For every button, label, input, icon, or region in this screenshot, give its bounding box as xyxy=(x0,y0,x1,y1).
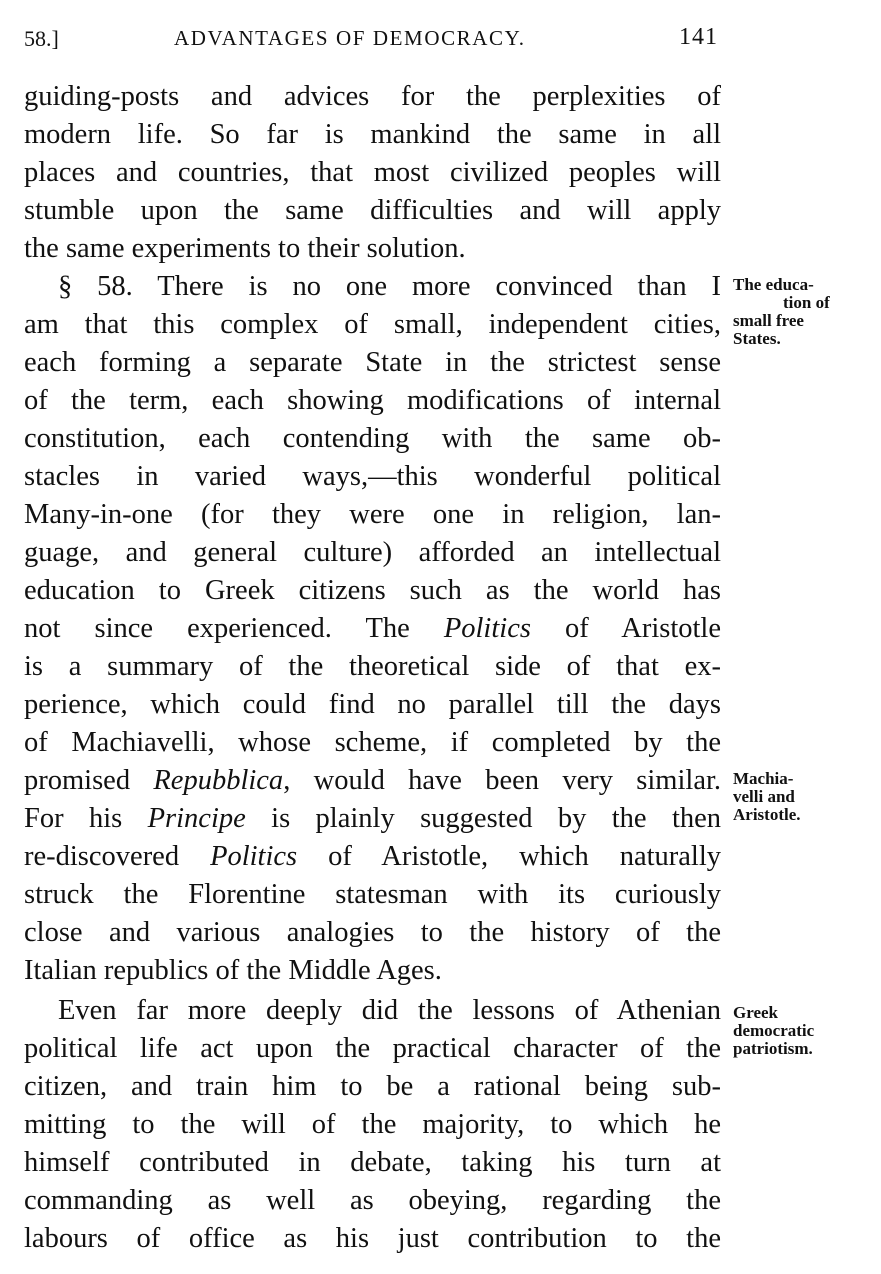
text-line xyxy=(24,610,721,648)
text-run: For his xyxy=(24,803,123,834)
italic-title: Politics xyxy=(210,841,298,872)
text-line: education to Greek citizens such as the world has xyxy=(24,575,721,606)
text-run: Repubblica xyxy=(153,765,284,796)
text-run: promised xyxy=(24,765,131,796)
text-run: of Aristotle, which naturally xyxy=(328,841,721,872)
margin-note xyxy=(733,276,873,348)
text-line: Even far more deeply did the lessons of Athenian xyxy=(58,995,721,1026)
text-line: is a summary of the theoretical side of that ex- xyxy=(24,651,721,682)
text-line: stacles in varied ways,—this wonderful political xyxy=(24,461,721,492)
margin-note-line: Greek xyxy=(733,1003,779,1022)
text-line: Italian republics of the Middle Ages. xyxy=(24,955,442,986)
running-header xyxy=(24,22,718,56)
italic-title: Politics xyxy=(443,613,531,644)
margin-note-line: The educa- xyxy=(733,275,814,294)
text-line: political life act upon the practical character of the xyxy=(24,1033,721,1064)
italic-title: Principe xyxy=(147,803,246,834)
text-line xyxy=(24,762,721,800)
text-run: The xyxy=(365,613,410,644)
margin-note xyxy=(733,770,873,824)
margin-note-line: democratic xyxy=(733,1021,815,1040)
margin-note-line: Aristotle. xyxy=(733,805,801,824)
margin-note-line: small free xyxy=(733,311,804,330)
text-line: § 58. There is no one more convinced than I xyxy=(58,271,721,302)
margin-note-line: patriotism. xyxy=(733,1039,813,1058)
margin-note-line: Machia- xyxy=(733,769,794,788)
running-title: ADVANTAGES OF DEMOCRACY. xyxy=(174,26,526,50)
text-line: Many-in-one (for they were one in religion, lan- xyxy=(24,499,721,530)
text-line: the same experiments to their solution. xyxy=(24,233,466,264)
text-line: guage, and general culture) afforded an intellectual xyxy=(24,537,721,568)
text-run: is plainly suggested by the then xyxy=(271,803,722,834)
margin-note xyxy=(733,1004,873,1058)
text-line: of Machiavelli, whose scheme, if completed by the xyxy=(24,727,721,758)
section-number: 58.] xyxy=(24,26,59,51)
margin-note-line: velli and xyxy=(733,787,795,806)
margin-note-line: tion of xyxy=(783,293,830,312)
text-line: struck the Florentine statesman with its curiously xyxy=(24,879,721,910)
text-line: modern life. So far is mankind the same in all xyxy=(24,119,721,150)
text-line: mitting to the will of the majority, to which he xyxy=(24,1109,721,1140)
text-line: labours of office as his just contribution to the xyxy=(24,1223,721,1254)
text-line: commanding as well as obeying, regarding the xyxy=(24,1185,721,1216)
text-line xyxy=(24,800,721,838)
text-run: not since experienced. xyxy=(24,613,332,644)
text-line: citizen, and train him to be a rational being sub- xyxy=(24,1071,721,1102)
text-line: constitution, each contending with the same ob- xyxy=(24,423,721,454)
text-line: each forming a separate State in the strictest sense xyxy=(24,347,721,378)
text-line: places and countries, that most civilized peoples will xyxy=(24,157,721,188)
text-run: re-discovered xyxy=(24,841,180,872)
margin-note-line: States. xyxy=(733,329,781,348)
text-line: of the term, each showing modifications of internal xyxy=(24,385,721,416)
text-line: guiding-posts and advices for the perplexities of xyxy=(24,81,721,112)
text-line: perience, which could find no parallel till the days xyxy=(24,689,721,720)
text-line: am that this complex of small, independent cities, xyxy=(24,309,721,340)
italic-title xyxy=(153,765,283,796)
text-run: of Aristotle xyxy=(565,613,721,644)
page-number: 141 xyxy=(679,24,718,50)
text-line: stumble upon the same difficulties and will apply xyxy=(24,195,721,226)
text-run: , would have been very similar. xyxy=(283,765,722,796)
text-line xyxy=(24,838,721,876)
text-line: himself contributed in debate, taking his turn at xyxy=(24,1147,721,1178)
text-line: close and various analogies to the history of the xyxy=(24,917,721,948)
